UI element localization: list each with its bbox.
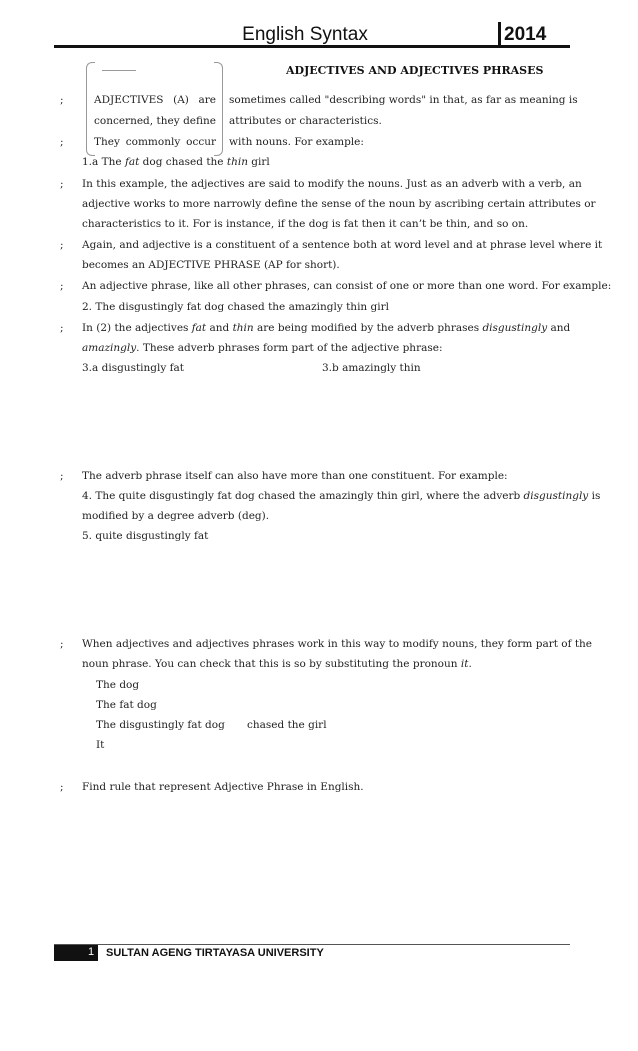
bullet: ; [60, 638, 64, 650]
header-year: 2014 [504, 24, 547, 45]
page-number: 1 [88, 946, 95, 958]
intro-col1-line: ADJECTIVES (A) are [94, 94, 216, 106]
substitution-example: The fat dog [96, 699, 157, 711]
footer-university: SULTAN AGENG TIRTAYASA UNIVERSITY [106, 947, 324, 959]
intro-col2-line: with nouns. For example: [229, 136, 364, 148]
bullet: ; [60, 136, 64, 148]
paragraph-line: When adjectives and adjectives phrases work in this way to modify nouns, they form part of the [82, 638, 593, 650]
paragraph-line: amazingly. These adverb phrases form part of the adjective phrase: [82, 342, 443, 354]
bullet: ; [60, 322, 64, 334]
example-5: 5. quite disgustingly fat [82, 530, 209, 542]
paragraph-line: characteristics to it. For is instance, if the dog is fat then it can’t be thin, and so on. [82, 218, 529, 230]
intro-col1-line: concerned, they define [94, 115, 216, 127]
paragraph-line: adjective works to more narrowly define the sense of the noun by ascribing certain attributes or [82, 198, 596, 210]
substitution-example: It [96, 739, 105, 751]
bullet: ; [60, 280, 64, 292]
example-4: 4. The quite disgustingly fat dog chased the amazingly thin girl, where the adverb disgustingly is [82, 490, 601, 502]
paragraph-line: An adjective phrase, like all other phrases, can consist of one or more than one word. For example: [82, 280, 612, 292]
bullet: ; [60, 470, 64, 482]
bullet: ; [60, 178, 64, 190]
bullet: ; [60, 239, 64, 251]
intro-col1-line: They commonly occur [94, 136, 216, 148]
paragraph-line: In (2) the adjectives fat and thin are being modified by the adverb phrases disgustingly and [82, 322, 571, 334]
header-title: English Syntax [242, 24, 368, 45]
paragraph-line: The adverb phrase itself can also have more than one constituent. For example: [82, 470, 508, 482]
bracket-dash [102, 70, 136, 71]
intro-col2-line: attributes or characteristics. [229, 115, 382, 127]
substitution-example: The disgustingly fat dog [96, 719, 225, 731]
paragraph-line: Find rule that represent Adjective Phrase in English. [82, 781, 364, 793]
paragraph-line: noun phrase. You can check that this is so by substituting the pronoun it. [82, 658, 472, 670]
chased-the-girl: chased the girl [247, 719, 327, 731]
substitution-example: The dog [96, 679, 140, 691]
example-3b: 3.b amazingly thin [322, 362, 421, 374]
example-1a: 1.a The fat dog chased the thin girl [82, 156, 270, 168]
example-3a: 3.a disgustingly fat [82, 362, 185, 374]
paragraph-line: Again, and adjective is a constituent of a sentence both at word level and at phrase level where it [82, 239, 603, 251]
header-rule [54, 45, 570, 48]
example-4-cont: modified by a degree adverb (deg). [82, 510, 270, 522]
footer-rule [54, 944, 570, 945]
header-divider [498, 22, 501, 46]
intro-col2-line: sometimes called "describing words" in that, as far as meaning is [229, 94, 578, 106]
paragraph-line: becomes an ADJECTIVE PHRASE (AP for short). [82, 259, 340, 271]
document-title: ADJECTIVES AND ADJECTIVES PHRASES [286, 64, 544, 77]
paragraph-line: In this example, the adjectives are said to modify the nouns. Just as an adverb with a verb, an [82, 178, 582, 190]
bullet: ; [60, 94, 64, 106]
example-2: 2. The disgustingly fat dog chased the amazingly thin girl [82, 301, 389, 313]
bullet: ; [60, 781, 64, 793]
